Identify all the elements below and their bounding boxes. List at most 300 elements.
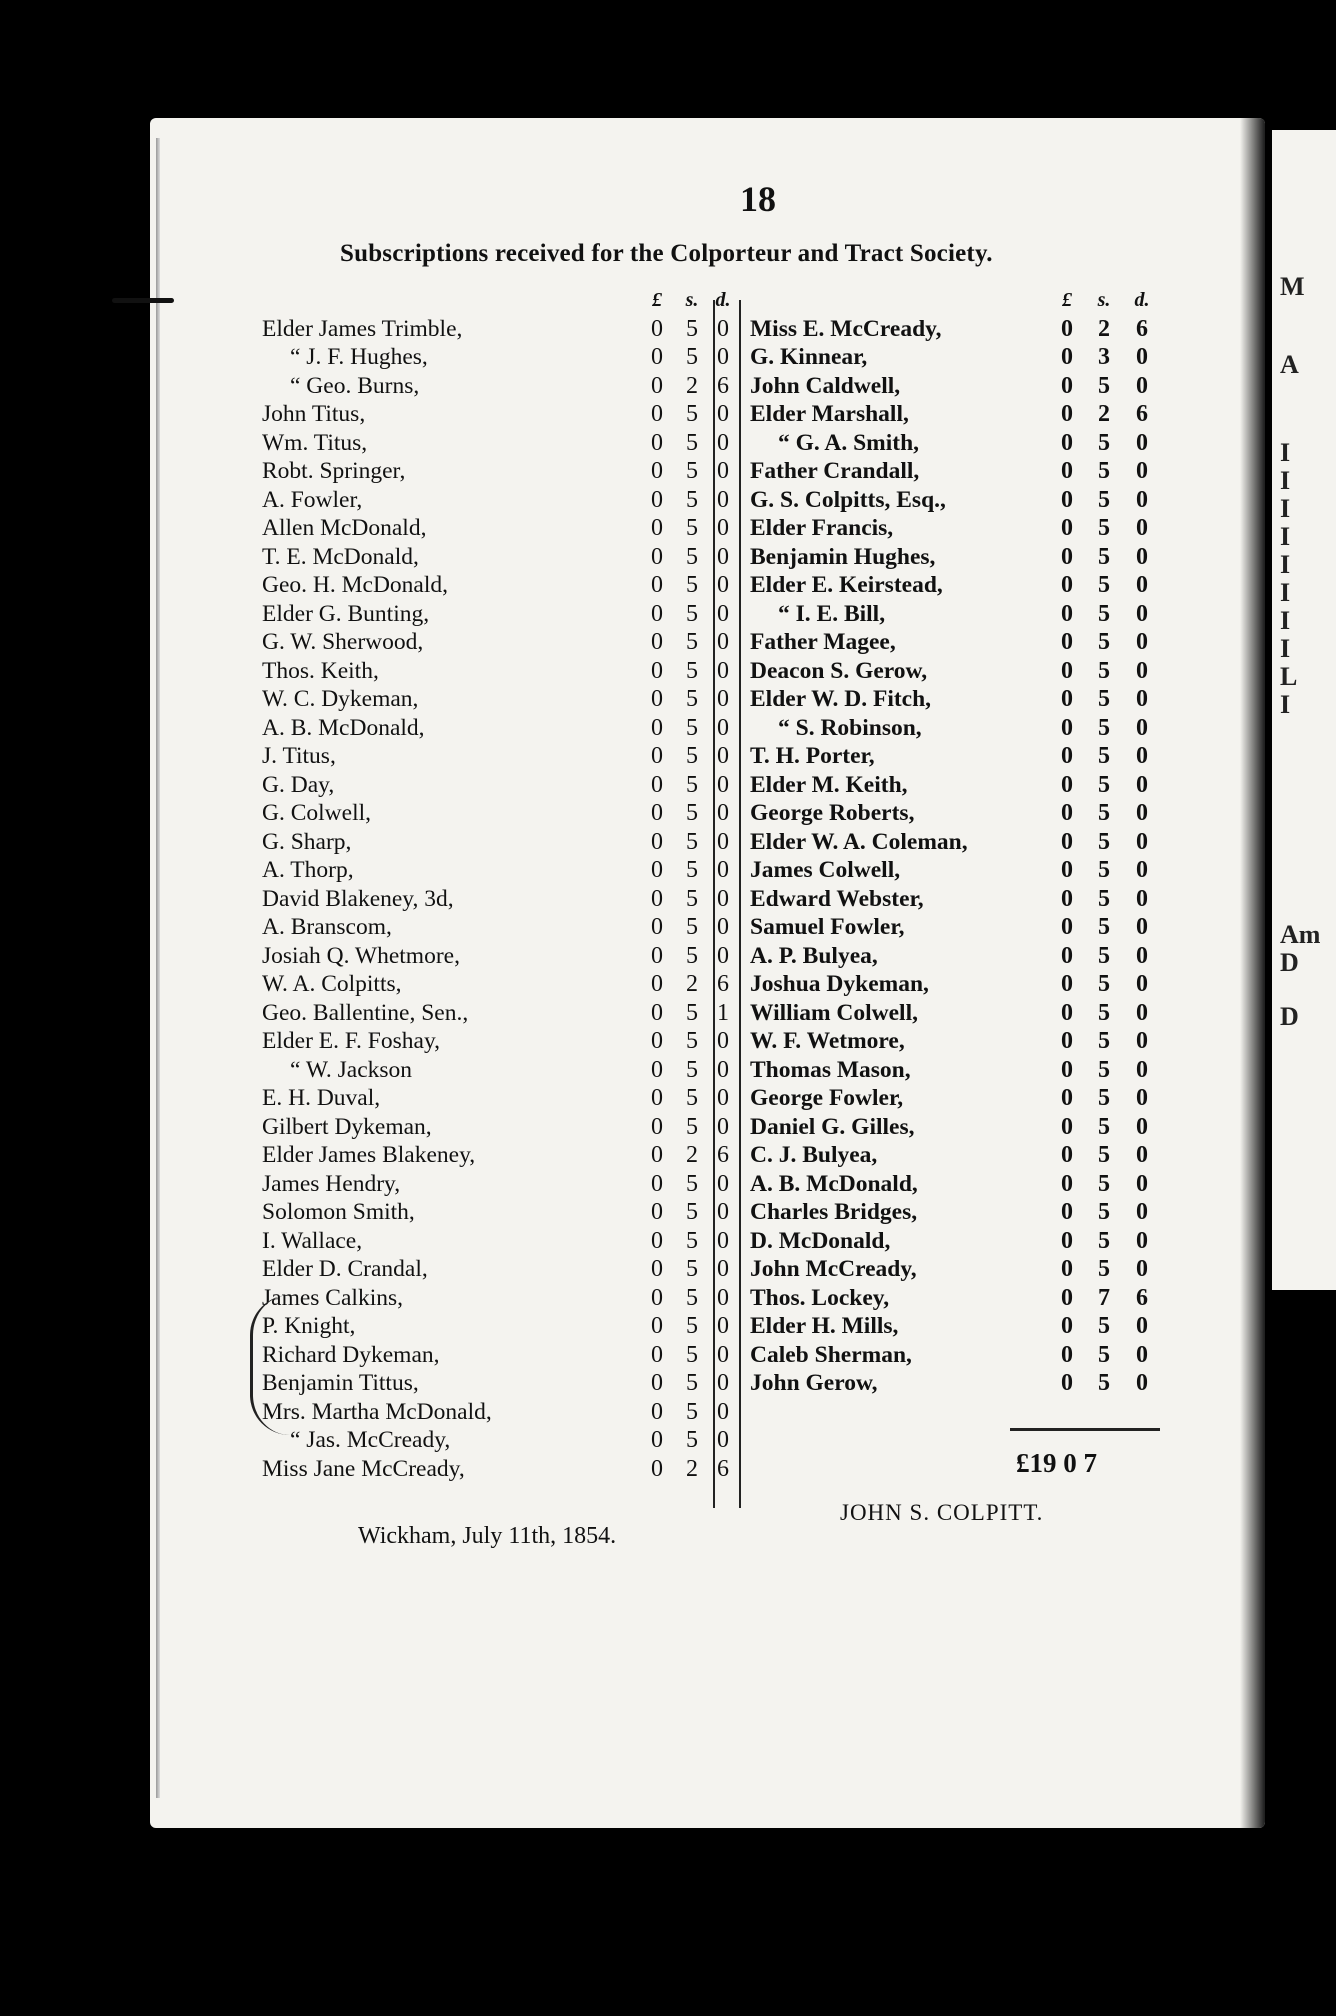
- pence-value: 0: [717, 486, 729, 513]
- pence-value: 6: [717, 372, 729, 399]
- pounds-value: 0: [651, 1370, 663, 1396]
- shillings-value: 5: [1098, 515, 1110, 541]
- pence-value: 0: [717, 857, 729, 883]
- shillings-value: 5: [1098, 1227, 1110, 1254]
- pence-value: 0: [717, 458, 729, 484]
- subscriber-name: Joshua Dykeman,: [750, 971, 929, 997]
- shillings-value: 5: [686, 1170, 698, 1197]
- pence-value: 0: [1136, 1028, 1148, 1054]
- pencil-mark: [250, 1295, 293, 1435]
- pence-value: 0: [1136, 1142, 1148, 1168]
- pounds-value: 0: [1061, 1227, 1073, 1254]
- subscriber-name: David Blakeney, 3d,: [262, 885, 454, 912]
- pounds-value: 0: [1061, 1284, 1073, 1311]
- pounds-value: 0: [1061, 486, 1073, 513]
- subscriber-name: Deacon S. Gerow,: [750, 657, 928, 684]
- shillings-value: 5: [1098, 1313, 1110, 1339]
- pounds-value: 0: [1061, 1142, 1073, 1168]
- pence-value: 0: [717, 1170, 729, 1197]
- shillings-value: 5: [686, 401, 698, 427]
- pounds-value: 0: [1061, 1370, 1073, 1396]
- facing-fragment: I: [1280, 634, 1291, 663]
- pence-value: 0: [1136, 1113, 1148, 1140]
- subscriber-name: Miss E. McCready,: [750, 315, 942, 342]
- subscriber-name: J. Titus,: [262, 743, 336, 769]
- pounds-value: 0: [651, 885, 663, 912]
- shillings-value: 5: [686, 543, 698, 570]
- shillings-value: 5: [686, 344, 698, 370]
- shillings-value: 5: [686, 1199, 698, 1225]
- shillings-value: 5: [686, 600, 698, 627]
- shillings-value: 3: [1098, 344, 1110, 370]
- pounds-value: 0: [651, 971, 663, 997]
- book-spine-shadow: [1240, 118, 1265, 1828]
- shillings-value: 5: [1098, 828, 1110, 855]
- shillings-value: 5: [1098, 1085, 1110, 1111]
- pounds-value: 0: [1061, 743, 1073, 769]
- pounds-value: 0: [651, 1142, 663, 1168]
- subscriber-name: “ Jas. McCready,: [290, 1427, 451, 1453]
- pounds-value: 0: [651, 800, 663, 826]
- shillings-value: 2: [1098, 315, 1110, 342]
- pence-value: 0: [717, 1398, 729, 1425]
- pence-value: 0: [1136, 572, 1148, 598]
- pounds-value: 0: [1061, 1313, 1073, 1339]
- pounds-value: 0: [1061, 1256, 1073, 1282]
- subscriber-name: Elder James Trimble,: [262, 315, 463, 342]
- subscriber-name: Father Magee,: [750, 629, 896, 655]
- shillings-value: 5: [1098, 771, 1110, 798]
- pounds-value: 0: [1061, 999, 1073, 1026]
- pence-value: 0: [1136, 600, 1148, 627]
- pounds-value: 0: [651, 600, 663, 627]
- pence-value: 0: [717, 1256, 729, 1282]
- pence-value: 6: [1136, 1284, 1148, 1311]
- pence-value: 0: [1136, 942, 1148, 969]
- subscriber-name: Geo. Ballentine, Sen.,: [262, 999, 469, 1026]
- shillings-value: 5: [686, 1056, 698, 1083]
- pounds-value: 0: [651, 1284, 663, 1311]
- pounds-value: 0: [651, 914, 663, 940]
- pence-value: 0: [717, 429, 729, 456]
- pence-value: 6: [1136, 401, 1148, 427]
- subscriber-name: Allen McDonald,: [262, 515, 427, 541]
- subscriber-name: Miss Jane McCready,: [262, 1455, 465, 1482]
- subscriber-name: Edward Webster,: [750, 885, 924, 912]
- pence-value: 0: [717, 401, 729, 427]
- subscriber-name: John Titus,: [262, 401, 366, 427]
- pounds-value: 0: [651, 429, 663, 456]
- pence-value: 0: [717, 885, 729, 912]
- subscriber-name: “ Geo. Burns,: [290, 372, 420, 399]
- subscriber-name: John Gerow,: [750, 1370, 878, 1396]
- pence-value: 0: [717, 771, 729, 798]
- pounds-value: 0: [1061, 1085, 1073, 1111]
- shillings-value: 5: [1098, 486, 1110, 513]
- pence-value: 0: [1136, 486, 1148, 513]
- pounds-value: 0: [1061, 429, 1073, 456]
- shillings-value: 5: [1098, 657, 1110, 684]
- pence-value: 0: [717, 828, 729, 855]
- pence-value: 0: [717, 1370, 729, 1396]
- pounds-value: 0: [1061, 629, 1073, 655]
- pounds-value: 0: [1061, 1028, 1073, 1054]
- shillings-value: 2: [686, 1455, 698, 1482]
- shillings-value: 5: [1098, 971, 1110, 997]
- shillings-value: 5: [686, 800, 698, 826]
- subscriber-name: Elder W. D. Fitch,: [750, 686, 932, 712]
- subscriber-name: “ I. E. Bill,: [778, 600, 886, 627]
- signature: JOHN S. COLPITT.: [840, 1500, 1044, 1525]
- pence-value: 0: [1136, 429, 1148, 456]
- shillings-value: 5: [686, 942, 698, 969]
- subscriber-name: Samuel Fowler,: [750, 914, 905, 940]
- shillings-header: s.: [685, 289, 699, 311]
- pence-header: d.: [715, 289, 731, 311]
- subscriber-name: “ G. A. Smith,: [778, 429, 920, 456]
- pounds-value: 0: [1061, 800, 1073, 826]
- pence-value: 6: [717, 1142, 729, 1168]
- facing-fragment: I: [1280, 522, 1291, 551]
- subscriber-name: Elder James Blakeney,: [262, 1142, 476, 1168]
- pounds-value: 0: [651, 572, 663, 598]
- shillings-value: 5: [1098, 686, 1110, 712]
- pence-value: 6: [717, 971, 729, 997]
- pence-value: 0: [1136, 1170, 1148, 1197]
- pence-value: 0: [717, 800, 729, 826]
- subscriber-name: George Fowler,: [750, 1085, 904, 1111]
- facing-fragment: I: [1280, 438, 1291, 467]
- pence-value: 0: [717, 942, 729, 969]
- subscriber-name: Benjamin Tittus,: [262, 1370, 419, 1396]
- pounds-value: 0: [1061, 771, 1073, 798]
- shillings-value: 5: [1098, 800, 1110, 826]
- facing-fragment: A: [1280, 350, 1299, 379]
- pounds-value: 0: [651, 401, 663, 427]
- pence-value: 0: [1136, 999, 1148, 1026]
- shillings-value: 5: [686, 1398, 698, 1425]
- pounds-value: 0: [651, 1341, 663, 1368]
- subscriber-name: E. H. Duval,: [262, 1085, 381, 1111]
- subscriber-name: James Colwell,: [750, 857, 901, 883]
- grand-total: £19 0 7: [1016, 1448, 1097, 1478]
- shillings-value: 2: [686, 1142, 698, 1168]
- shillings-value: 5: [1098, 1170, 1110, 1197]
- pence-value: 0: [717, 743, 729, 769]
- shillings-value: 5: [686, 1227, 698, 1254]
- page-number: 18: [740, 179, 776, 219]
- pounds-value: 0: [651, 629, 663, 655]
- pence-value: 0: [717, 1199, 729, 1225]
- shillings-value: 5: [1098, 714, 1110, 741]
- shillings-value: 5: [686, 885, 698, 912]
- pence-value: 0: [717, 714, 729, 741]
- pence-value: 0: [1136, 686, 1148, 712]
- pounds-value: 0: [1061, 885, 1073, 912]
- pence-value: 0: [717, 686, 729, 712]
- pence-value: 0: [717, 543, 729, 570]
- pounds-value: 0: [651, 1199, 663, 1225]
- book-page: [150, 118, 1265, 1828]
- pence-value: 0: [1136, 629, 1148, 655]
- subscriber-name: D. McDonald,: [750, 1227, 891, 1254]
- pounds-value: 0: [651, 686, 663, 712]
- pounds-value: 0: [651, 1056, 663, 1083]
- facing-fragment: I: [1280, 494, 1291, 523]
- shillings-value: 5: [1098, 1199, 1110, 1225]
- subscriber-name: “ J. F. Hughes,: [290, 344, 428, 370]
- subscriber-name: Father Crandall,: [750, 458, 920, 484]
- shillings-value: 5: [1098, 1341, 1110, 1368]
- subscriber-name: Caleb Sherman,: [750, 1341, 912, 1368]
- shillings-header: s.: [1097, 289, 1111, 311]
- subscriber-name: Thos. Keith,: [262, 657, 379, 684]
- right-column-rule: [739, 300, 741, 1508]
- subscriber-name: G. Sharp,: [262, 828, 352, 855]
- pence-value: 6: [717, 1455, 729, 1482]
- subscriber-name: James Hendry,: [262, 1170, 401, 1197]
- shillings-value: 5: [1098, 1256, 1110, 1282]
- pence-value: 0: [1136, 828, 1148, 855]
- pence-value: 0: [717, 1113, 729, 1140]
- pence-value: 0: [717, 629, 729, 655]
- pence-value: 0: [1136, 1313, 1148, 1339]
- shillings-value: 5: [686, 629, 698, 655]
- pence-value: 0: [1136, 771, 1148, 798]
- subscriber-name: W. A. Colpitts,: [262, 971, 402, 997]
- shillings-value: 5: [686, 771, 698, 798]
- facing-fragment: D: [1280, 1002, 1299, 1031]
- shillings-value: 5: [686, 515, 698, 541]
- subscriber-name: P. Knight,: [262, 1313, 356, 1339]
- shillings-value: 5: [686, 1028, 698, 1054]
- shillings-value: 5: [686, 999, 698, 1026]
- pence-value: 0: [717, 657, 729, 684]
- pence-value: 0: [1136, 1227, 1148, 1254]
- shillings-value: 5: [1098, 1028, 1110, 1054]
- pounds-value: 0: [1061, 344, 1073, 370]
- pounds-value: 0: [1061, 372, 1073, 399]
- pounds-value: 0: [651, 1227, 663, 1254]
- pence-value: 0: [1136, 344, 1148, 370]
- subscriber-name: A. B. McDonald,: [750, 1170, 918, 1197]
- shillings-value: 5: [686, 1370, 698, 1396]
- facing-fragment: I: [1280, 690, 1291, 719]
- subscriber-name: Daniel G. Gilles,: [750, 1113, 915, 1140]
- pounds-header: £: [652, 289, 662, 311]
- pounds-value: 0: [651, 1085, 663, 1111]
- pence-value: 0: [1136, 885, 1148, 912]
- pounds-value: 0: [1061, 828, 1073, 855]
- shillings-value: 5: [686, 486, 698, 513]
- shillings-value: 5: [686, 686, 698, 712]
- shillings-value: 5: [1098, 743, 1110, 769]
- facing-fragment: L: [1280, 662, 1298, 691]
- pence-value: 0: [717, 1313, 729, 1339]
- pence-value: 0: [717, 914, 729, 940]
- subscriber-name: Solomon Smith,: [262, 1199, 415, 1225]
- pounds-value: 0: [651, 771, 663, 798]
- shillings-value: 5: [1098, 857, 1110, 883]
- pounds-value: 0: [651, 315, 663, 342]
- page-edge-shadow: [156, 138, 160, 1798]
- pounds-value: 0: [1061, 1341, 1073, 1368]
- subscriber-name: Elder D. Crandal,: [262, 1256, 428, 1282]
- pounds-value: 0: [1061, 657, 1073, 684]
- subscriber-name: Richard Dykeman,: [262, 1341, 440, 1368]
- pounds-value: 0: [651, 657, 663, 684]
- shillings-value: 7: [1098, 1284, 1110, 1311]
- pounds-value: 0: [1061, 1113, 1073, 1140]
- subscriber-name: A. Thorp,: [262, 857, 354, 883]
- pence-value: 0: [1136, 800, 1148, 826]
- pounds-value: 0: [1061, 600, 1073, 627]
- subscriber-name: John Caldwell,: [750, 372, 901, 399]
- facing-fragment: Am: [1280, 920, 1321, 949]
- pence-value: 0: [1136, 1199, 1148, 1225]
- pounds-value: 0: [651, 1455, 663, 1482]
- shillings-value: 5: [686, 714, 698, 741]
- dateline: Wickham, July 11th, 1854.: [358, 1523, 617, 1549]
- pence-value: 0: [1136, 1256, 1148, 1282]
- pounds-header: £: [1062, 289, 1072, 311]
- subscriber-name: T. E. McDonald,: [262, 543, 419, 570]
- subscriber-name: Elder E. F. Foshay,: [262, 1028, 441, 1054]
- subscriber-name: Elder H. Mills,: [750, 1313, 899, 1339]
- subscriber-name: A. B. McDonald,: [262, 714, 425, 741]
- pence-value: 0: [1136, 1085, 1148, 1111]
- subscriber-name: G. Day,: [262, 771, 335, 798]
- shillings-value: 5: [686, 1284, 698, 1311]
- shillings-value: 5: [686, 315, 698, 342]
- subscriber-name: G. Colwell,: [262, 800, 372, 826]
- subscriber-name: Elder Francis,: [750, 515, 894, 541]
- shillings-value: 5: [686, 857, 698, 883]
- pence-value: 0: [1136, 657, 1148, 684]
- subscriber-name: “ W. Jackson: [290, 1056, 413, 1083]
- pounds-value: 0: [1061, 543, 1073, 570]
- facing-fragment: I: [1280, 466, 1291, 495]
- subscriber-name: James Calkins,: [262, 1284, 403, 1311]
- shillings-value: 5: [686, 657, 698, 684]
- pounds-value: 0: [651, 1398, 663, 1425]
- pounds-value: 0: [651, 1256, 663, 1282]
- shillings-value: 5: [1098, 600, 1110, 627]
- pounds-value: 0: [651, 714, 663, 741]
- shillings-value: 2: [686, 971, 698, 997]
- shillings-value: 5: [1098, 1370, 1110, 1396]
- pounds-value: 0: [1061, 515, 1073, 541]
- pence-value: 0: [1136, 743, 1148, 769]
- subscriber-name: Geo. H. McDonald,: [262, 572, 449, 598]
- subscriber-name: George Roberts,: [750, 800, 915, 826]
- shillings-value: 5: [686, 828, 698, 855]
- subscriber-name: Elder W. A. Coleman,: [750, 828, 968, 855]
- subscriber-name: W. F. Wetmore,: [750, 1028, 905, 1054]
- pence-value: 0: [1136, 1056, 1148, 1083]
- pounds-value: 0: [1061, 857, 1073, 883]
- pounds-value: 0: [1061, 1170, 1073, 1197]
- pounds-value: 0: [651, 543, 663, 570]
- pounds-value: 0: [1061, 914, 1073, 940]
- subscriber-name: Wm. Titus,: [262, 429, 368, 456]
- pounds-value: 0: [651, 1113, 663, 1140]
- subscriber-name: Elder M. Keith,: [750, 771, 908, 798]
- subscriber-name: “ S. Robinson,: [778, 714, 922, 741]
- page-heading: Subscriptions received for the Colporteur and Tract Society.: [340, 240, 993, 267]
- pounds-value: 0: [1061, 971, 1073, 997]
- shillings-value: 5: [686, 1313, 698, 1339]
- shillings-value: 5: [1098, 429, 1110, 456]
- pence-value: 0: [717, 1227, 729, 1254]
- pence-value: 0: [1136, 971, 1148, 997]
- subscriber-name: W. C. Dykeman,: [262, 686, 419, 712]
- facing-fragment: M: [1280, 272, 1305, 301]
- subscriber-name: Elder Marshall,: [750, 401, 909, 427]
- pence-value: 6: [1136, 315, 1148, 342]
- pounds-value: 0: [1061, 315, 1073, 342]
- pence-value: 0: [717, 572, 729, 598]
- facing-fragment: D: [1280, 948, 1299, 977]
- pence-value: 0: [1136, 458, 1148, 484]
- pounds-value: 0: [651, 1427, 663, 1453]
- pounds-value: 0: [651, 857, 663, 883]
- subscriber-name: A. Branscom,: [262, 914, 392, 940]
- shillings-value: 5: [686, 429, 698, 456]
- subscriber-name: Elder E. Keirstead,: [750, 572, 943, 598]
- subscriber-name: G. S. Colpitts, Esq.,: [750, 486, 946, 513]
- shillings-value: 5: [1098, 914, 1110, 940]
- pounds-value: 0: [651, 999, 663, 1026]
- subscriber-name: Thomas Mason,: [750, 1056, 911, 1083]
- subscriber-name: A. Fowler,: [262, 486, 363, 513]
- binding-thread: [112, 298, 174, 303]
- subscriber-name: Josiah Q. Whetmore,: [262, 942, 460, 969]
- shillings-value: 2: [686, 372, 698, 399]
- pounds-value: 0: [651, 828, 663, 855]
- pounds-value: 0: [651, 743, 663, 769]
- subscriber-name: Elder G. Bunting,: [262, 600, 430, 627]
- subscriber-name: Thos. Lockey,: [750, 1284, 890, 1311]
- pence-header: d.: [1134, 289, 1150, 311]
- pounds-value: 0: [651, 942, 663, 969]
- subscriber-name: John McCready,: [750, 1256, 917, 1282]
- pounds-value: 0: [651, 486, 663, 513]
- pounds-value: 0: [651, 1170, 663, 1197]
- pence-value: 0: [1136, 914, 1148, 940]
- pounds-value: 0: [651, 344, 663, 370]
- shillings-value: 5: [1098, 1113, 1110, 1140]
- facing-fragment: I: [1280, 606, 1291, 635]
- shillings-value: 5: [1098, 1142, 1110, 1168]
- pence-value: 0: [717, 315, 729, 342]
- shillings-value: 5: [1098, 629, 1110, 655]
- shillings-value: 5: [686, 1427, 698, 1453]
- facing-fragment: I: [1280, 550, 1291, 579]
- facing-fragment: I: [1280, 578, 1291, 607]
- shillings-value: 5: [686, 1341, 698, 1368]
- pence-value: 0: [717, 1284, 729, 1311]
- subscriber-name: William Colwell,: [750, 999, 918, 1026]
- shillings-value: 5: [1098, 543, 1110, 570]
- pence-value: 0: [1136, 543, 1148, 570]
- shillings-value: 5: [1098, 942, 1110, 969]
- subscriber-name: G. Kinnear,: [750, 344, 868, 370]
- shillings-value: 5: [686, 1085, 698, 1111]
- shillings-value: 5: [1098, 458, 1110, 484]
- subscriber-name: Robt. Springer,: [262, 458, 406, 484]
- pence-value: 0: [717, 1028, 729, 1054]
